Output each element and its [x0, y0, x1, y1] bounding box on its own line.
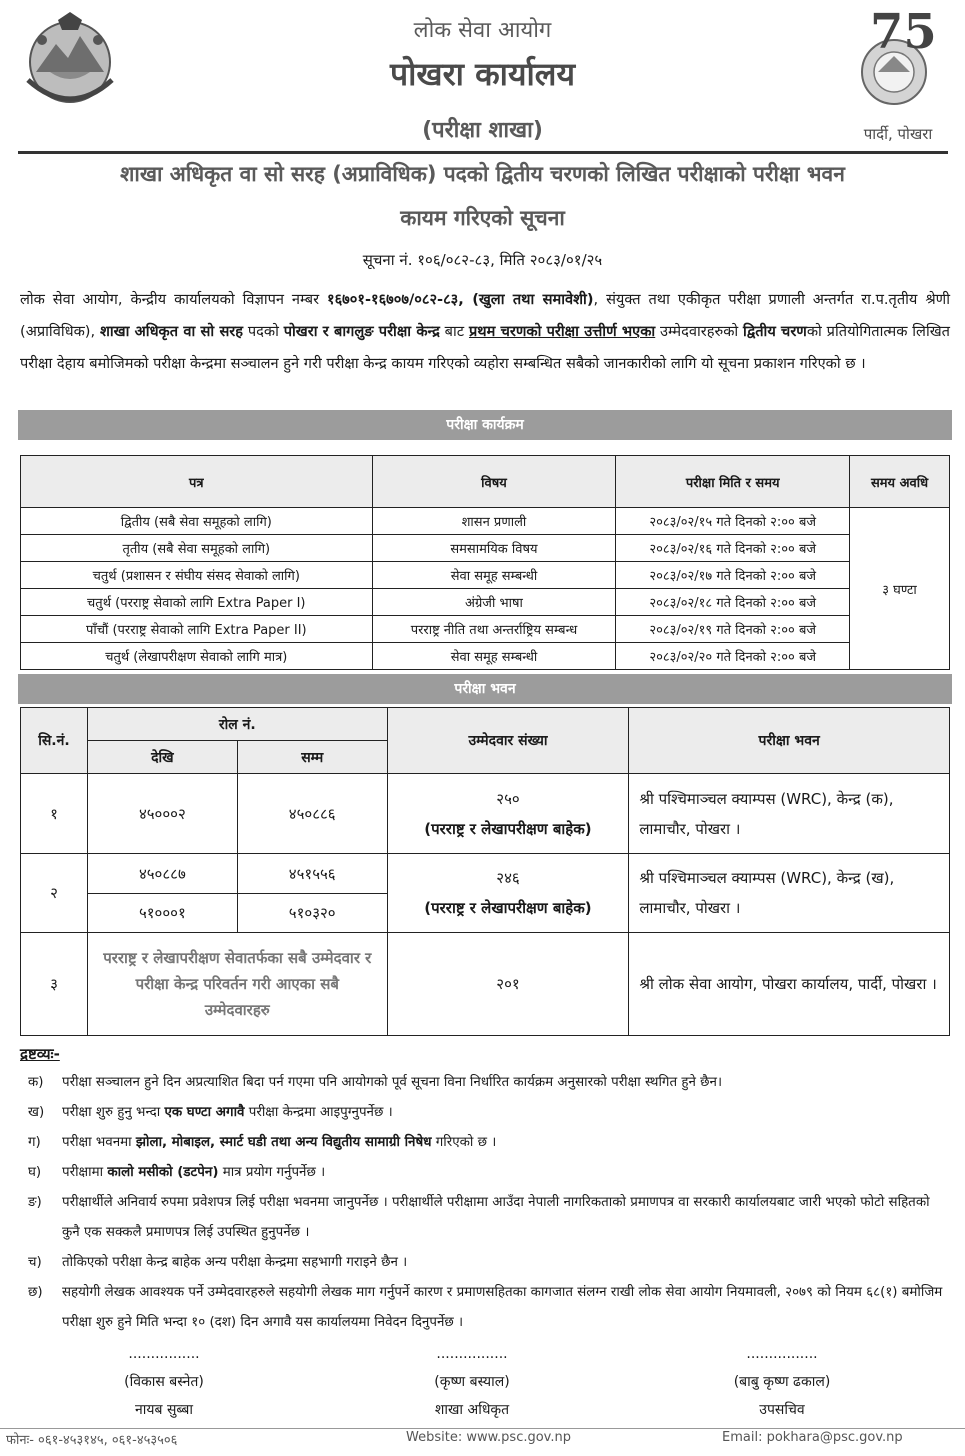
datetime-cell: २०८३/०२/१८ गते दिनको २:०० बजे	[616, 589, 850, 616]
signatory-designation: नायब सुब्बा	[135, 1402, 193, 1418]
schedule-band: परीक्षा कार्यक्रम	[18, 410, 952, 440]
col-header-to: सम्म	[237, 741, 387, 774]
signatory-name: (कृष्ण बस्याल)	[434, 1374, 510, 1390]
roll-to-cell: ५१०३२०	[237, 894, 387, 933]
footer-website[interactable]: Website: www.psc.gov.np	[406, 1430, 571, 1445]
paper-cell: द्वितीय (सबै सेवा समूहको लागि)	[21, 508, 373, 535]
list-item: ङ) परीक्षार्थीले अनिवार्य रुपमा प्रवेशपत्र लिई परीक्षा भवनमा जानुपर्नेछ । परीक्षार्थीले परीक्षामा आउँदा नेपाली नागरिकताको प्रमाणपत्र वा सरकारी कार्यालयबाट जारी भएको फोटो सहितको कुनै एक सक्कलै प्रमाणपत्र लिई उपस्थित हुनुपर्नेछ ।	[28, 1195, 930, 1240]
branch-name: (परीक्षा शाखा)	[422, 118, 543, 143]
paper-cell: तृतीय (सबै सेवा समूहको लागि)	[21, 535, 373, 562]
list-item: ग) परीक्षा भवनमा झोला, मोबाइल, स्मार्ट घडी तथा अन्य विद्युतीय सामाग्री निषेध गरिएको छ ।	[28, 1135, 497, 1150]
roll-to-cell: ४५१५५६	[237, 854, 387, 894]
datetime-cell: २०८३/०२/१९ गते दिनको २:०० बजे	[616, 616, 850, 643]
count-note: (परराष्ट्र र लेखापरीक्षण बाहेक)	[424, 899, 592, 917]
subject-cell: सेवा समूह सम्बन्धी	[372, 643, 616, 670]
count-note: (परराष्ट्र र लेखापरीक्षण बाहेक)	[424, 819, 592, 838]
footer-email[interactable]: Email: pokhara@psc.gov.np	[722, 1430, 903, 1445]
exam-venue-table	[20, 707, 950, 1036]
signatory-name: (बाबु कृष्ण ढकाल)	[733, 1374, 831, 1390]
notice-subtitle: कायम गरिएको सूचना	[400, 206, 565, 230]
col-header-sn: सि.नं.	[21, 708, 88, 774]
exam-schedule-table	[20, 455, 950, 670]
datetime-cell: २०८३/०२/१६ गते दिनको २:०० बजे	[616, 535, 850, 562]
list-item: क) परीक्षा सञ्चालन हुने दिन अप्रत्याशित बिदा पर्न गएमा पनि आयोगको पूर्व सूचना विना निर्धारित कार्यक्रम अनुसारको परीक्षा स्थगित हुने छैन।	[28, 1075, 723, 1090]
list-item: ख) परीक्षा शुरु हुनु भन्दा एक घण्टा अगावै परीक्षा केन्द्रमा आइपुग्नुपर्नेछ ।	[28, 1105, 393, 1120]
notice-title: शाखा अधिकृत वा सो सरह (अप्राविधिक) पदको द्वितीय चरणको लिखित परीक्षाको परीक्षा भवन	[120, 162, 845, 186]
datetime-cell: २०८३/०२/१७ गते दिनको २:०० बजे	[616, 562, 850, 589]
subject-cell: अंग्रेजी भाषा	[372, 589, 616, 616]
venue-band: परीक्षा भवन	[18, 674, 952, 704]
roll-from-cell: ५१०००१	[87, 894, 237, 933]
signatory-designation: शाखा अधिकृत	[434, 1402, 510, 1418]
roll-to-cell: ४५०८८६	[237, 774, 387, 854]
roll-desc-cell: परराष्ट्र र लेखापरीक्षण सेवातर्फका सबै उम्मेदवार र परीक्षा केन्द्र परिवर्तन गरी आएका सबै उम्मेदवारहरु	[87, 933, 387, 1036]
sn-cell: ३	[21, 933, 88, 1036]
office-location: पार्दी, पोखरा	[863, 125, 933, 143]
col-header-roll: रोल नं.	[87, 708, 387, 741]
subject-cell: परराष्ट्र नीति तथा अन्तर्राष्ट्रिय सम्बन्ध	[372, 616, 616, 643]
notes-heading: द्रष्टव्यः-	[20, 1045, 60, 1063]
col-header-subject: विषय	[372, 456, 616, 508]
count-cell: २४६ (परराष्ट्र र लेखापरीक्षण बाहेक)	[387, 854, 629, 933]
sn-cell: २	[21, 854, 88, 933]
count-cell: २५० (परराष्ट्र र लेखापरीक्षण बाहेक)	[387, 774, 629, 854]
anniversary-number: 75	[870, 4, 937, 60]
table-row	[21, 854, 950, 894]
list-item: छ) सहयोगी लेखक आवश्यक पर्ने उम्मेदवारहरुले सहयोगी लेखक माग गर्नुपर्ने कारण र प्रमाणसहितका कागजात संलग्न राखी लोक सेवा आयोग नियमावली, २०७९ को नियम ६८(१) बमोजिम परीक्षा शुरु हुने मिति भन्दा १० (दश) दिन अगावै यस कार्यालयमा निवेदन दिनुपर्नेछ ।	[28, 1285, 943, 1330]
paper-cell: चतुर्थ (प्रशासन र संघीय संसद सेवाको लागि)	[21, 562, 373, 589]
org-name: लोक सेवा आयोग	[413, 18, 552, 43]
table-row	[21, 933, 950, 1036]
notice-number: सूचना नं. १०६/०८२-८३, मिति २०८३/०१/२५	[362, 251, 603, 269]
subject-cell: समसामयिक विषय	[372, 535, 616, 562]
col-header-from: देखि	[87, 741, 237, 774]
table-header-row	[21, 456, 950, 508]
sn-cell: १	[21, 774, 88, 854]
paper-cell: पाँचौं (परराष्ट्र सेवाको लागि Extra Paper II)	[21, 616, 373, 643]
signatory-designation: उपसचिव	[759, 1402, 805, 1418]
subject-cell: शासन प्रणाली	[372, 508, 616, 535]
list-item: घ) परीक्षामा कालो मसीको (डटपेन) मात्र प्रयोग गर्नुपर्नेछ ।	[28, 1165, 326, 1180]
col-header-datetime: परीक्षा मिति र समय	[616, 456, 850, 508]
signatory-name: (विकास बस्नेत)	[124, 1374, 204, 1390]
table-row	[21, 616, 950, 643]
hall-cell: श्री पश्चिमाञ्चल क्याम्पस (WRC), केन्द्र (ख), लामाचौर, पोखरा ।	[629, 854, 950, 933]
signature-block-1: ................ (विकास बस्नेत) नायब सुब्बा	[64, 1340, 264, 1424]
letterhead	[0, 0, 965, 150]
notes-list	[20, 1068, 950, 1338]
table-row	[21, 774, 950, 854]
col-header-paper: पत्र	[21, 456, 373, 508]
datetime-cell: २०८३/०२/१५ गते दिनको २:०० बजे	[616, 508, 850, 535]
roll-from-cell: ४५०८८७	[87, 854, 237, 894]
table-row	[21, 508, 950, 535]
signature-block-2: ................ (कृष्ण बस्याल) शाखा अधिकृत	[372, 1340, 572, 1424]
hall-cell: श्री लोक सेवा आयोग, पोखरा कार्यालय, पार्दी, पोखरा ।	[629, 933, 950, 1036]
table-row	[21, 589, 950, 616]
intro-paragraph: लोक सेवा आयोग, केन्द्रीय कार्यालयको विज्ञापन नम्बर १६७०१-१६७०७/०८२-८३, (खुला तथा समावेशी), संयुक्त तथा एकीकृत परीक्षा प्रणाली अन्तर्गत रा.प.तृतीय श्रेणी (अप्राविधिक), शाखा अधिकृत वा सो सरह पदको पोखरा र बागलुङ परीक्षा केन्द्र बाट प्रथम चरणको परीक्षा उत्तीर्ण भएका उम्मेदवारहरुको द्वितीय चरणको प्रतियोगितात्मक लिखित परीक्षा देहाय बमोजिमको परीक्षा केन्द्रमा सञ्चालन हुने गरी परीक्षा केन्द्र कायम गरिएको व्यहोरा सम्बन्धित सबैको जानकारीको लागि यो सूचना प्रकाशन गरिएको छ ।	[20, 291, 950, 372]
col-header-hall: परीक्षा भवन	[629, 708, 950, 774]
datetime-cell: २०८३/०२/२० गते दिनको २:०० बजे	[616, 643, 850, 670]
hall-cell: श्री पश्चिमाञ्चल क्याम्पस (WRC), केन्द्र (क), लामाचौर, पोखरा ।	[629, 774, 950, 854]
signature-block-3: ................ (बाबु कृष्ण ढकाल) उपसचिव	[682, 1340, 882, 1424]
table-row	[21, 643, 950, 670]
paper-cell: चतुर्थ (परराष्ट्र सेवाको लागि Extra Paper I)	[21, 589, 373, 616]
table-row	[21, 535, 950, 562]
subject-cell: सेवा समूह सम्बन्धी	[372, 562, 616, 589]
duration-cell: ३ घण्टा	[850, 508, 950, 670]
header-divider	[18, 151, 948, 154]
table-header-row	[21, 708, 950, 741]
list-item: च) तोकिएको परीक्षा केन्द्र बाहेक अन्य परीक्षा केन्द्रमा सहभागी गराइने छैन ।	[28, 1255, 408, 1270]
paper-cell: चतुर्थ (लेखापरीक्षण सेवाको लागि मात्र)	[21, 643, 373, 670]
footer-phone: फोनः- ०६१-४५३१४५, ०६१-४५३५०६	[6, 1433, 178, 1448]
count-cell: २०१	[387, 933, 629, 1036]
roll-from-cell: ४५०००२	[87, 774, 237, 854]
col-header-duration: समय अवधि	[850, 456, 950, 508]
footer-divider	[0, 1428, 965, 1429]
office-name: पोखरा कार्यालय	[389, 55, 576, 93]
col-header-count: उम्मेदवार संख्या	[387, 708, 629, 774]
table-row	[21, 562, 950, 589]
